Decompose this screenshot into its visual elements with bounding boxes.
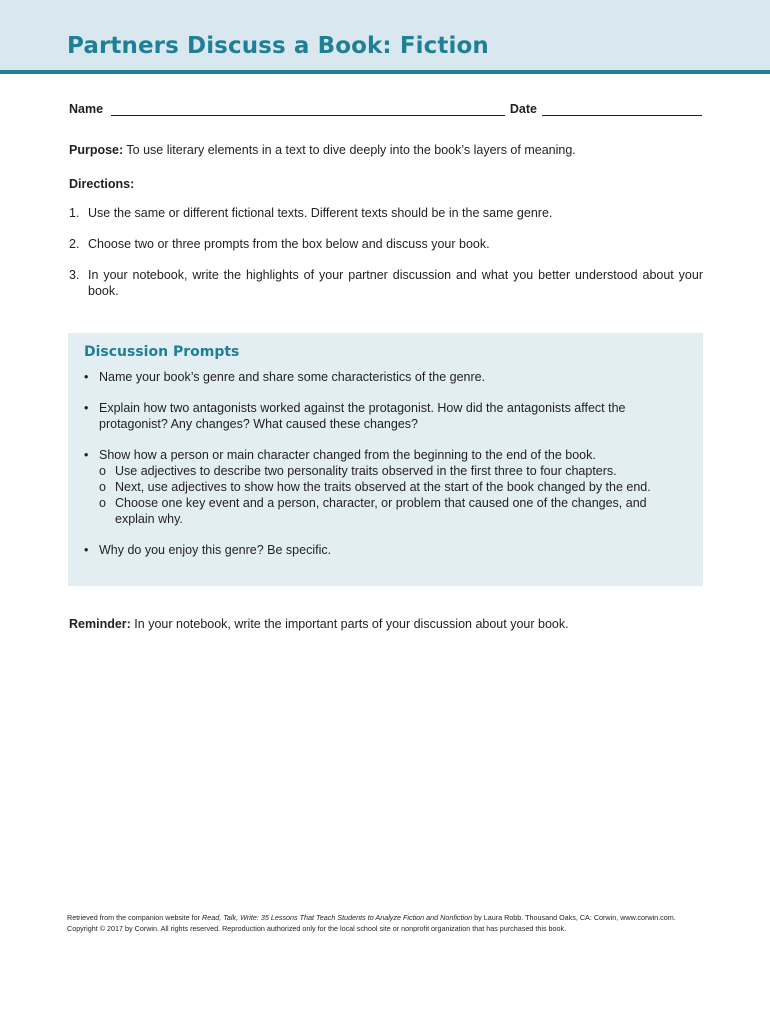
discussion-prompts-box (68, 333, 703, 586)
reminder-text: In your notebook, write the important parts of your discussion about your book. (130, 617, 569, 631)
reminder (69, 617, 569, 631)
purpose-label: Purpose: (69, 143, 124, 157)
direction-item (69, 267, 703, 299)
prompt-sub-item: o Choose one key event and a person, character, or problem that caused one of the changes, and explain why. (99, 495, 682, 527)
name-date-line (69, 102, 702, 116)
direction-text: In your notebook, write the highlights of your partner discussion and what you better understood about your book. (88, 268, 703, 298)
date-field[interactable] (542, 103, 702, 116)
prompts-title: Discussion Prompts (84, 344, 240, 360)
direction-number: 2. (69, 237, 80, 251)
prompt-item (82, 369, 682, 385)
prompt-sub-item: o Use adjectives to describe two personality traits observed in the first three to four chapters. (99, 463, 682, 479)
direction-number: 3. (69, 268, 80, 282)
direction-text: Use the same or different fictional texts. Different texts should be in the same genre. (88, 206, 553, 220)
date-label: Date (509, 102, 537, 116)
footer-suffix: by Laura Robb. Thousand Oaks, CA: Corwin, www.corwin.com. Copyright © 2017 by Corwin. All rights reserved. Reproduction authorized only for the local school site or nonprofit organization that has purchased this book. (67, 913, 676, 933)
prompt-text: Show how a person or main character changed from the beginning to the end of the book. (99, 448, 596, 462)
prompt-item (82, 542, 682, 558)
name-field[interactable] (111, 103, 505, 116)
name-label: Name (69, 102, 104, 116)
prompt-item (82, 447, 682, 527)
footer-prefix: Retrieved from the companion website for (67, 913, 203, 922)
copyright-footer (67, 912, 687, 934)
direction-text: Choose two or three prompts from the box below and discuss your book. (88, 237, 490, 251)
page-title: Partners Discuss a Book: Fiction (67, 33, 489, 59)
footer-book-title: Read, Talk, Write: 35 Lessons That Teach Students to Analyze Fiction and Nonfiction (202, 913, 473, 922)
direction-item (69, 236, 703, 252)
directions-label: Directions: (69, 177, 135, 191)
prompt-list (82, 369, 682, 573)
reminder-label: Reminder: (69, 617, 131, 631)
direction-number: 1. (69, 206, 80, 220)
prompt-text: Why do you enjoy this genre? Be specific. (99, 543, 332, 557)
purpose-text: To use literary elements in a text to dive deeply into the book’s layers of meaning. (123, 143, 576, 157)
prompt-sub-list (99, 463, 682, 527)
prompt-text: Name your book’s genre and share some characteristics of the genre. (99, 370, 486, 384)
purpose (69, 143, 576, 157)
prompt-item (82, 400, 682, 432)
direction-item (69, 205, 703, 221)
prompt-text: Explain how two antagonists worked against the protagonist. How did the antagonists affect the protagonist? Any changes? What caused these changes? (99, 401, 626, 431)
prompt-sub-item: o Next, use adjectives to show how the traits observed at the start of the book changed by the end. (99, 479, 682, 495)
